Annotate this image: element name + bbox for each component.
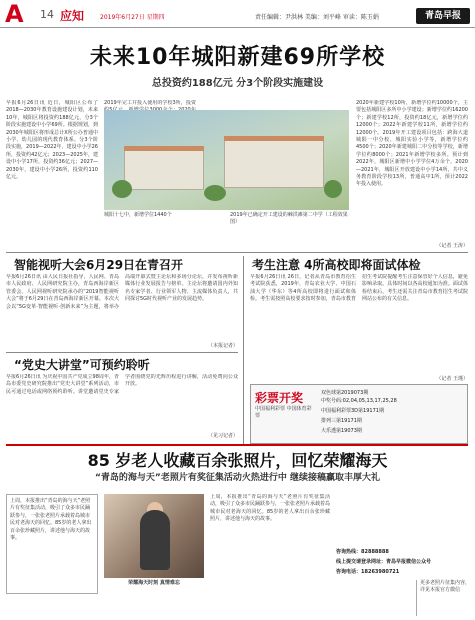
story2-headline: 智能视听大会6月29日在青召开 [14, 258, 184, 272]
story2-credit: （本报记者） [207, 343, 238, 349]
tree-shape [324, 180, 342, 198]
contact-online: 线上提交请登录网址：青岛早报微信公众号 [336, 559, 432, 565]
story3-credit: （记者 王瑾） [436, 376, 468, 382]
editor-credits: 责任编辑：尹洪林 美编：刘平峰 审读：陈玉娟 [255, 14, 379, 21]
story4-headline: “党史大讲堂”可预约聆听 [14, 358, 150, 372]
lottery-result: 排列三第19171期 [321, 418, 362, 424]
lead-credit: （记者 王涛） [436, 243, 468, 249]
story2-body: 早报6月26日讯 由人民日报社指导，人民网、青岛市人民政府、人民网研究院主办，青岛西海岸新区管委会、人民网视听研究院承办的“2019智能视听大会”将于6月29日在青岛西海岸新区开幕。本次大会以“5G变革·智能视听·创新未来”为主题，将举办高端开幕式暨主论坛和多场分论坛，并发布视听新媒体行业发展报告与榜单。主论坛将邀请国内外知名专家学者、行业领军人物、主流媒体负责人，共同探讨5G时代视听产业的发展趋势。 [6, 274, 238, 310]
issue-date: 2019年6月27日 星期四 [100, 14, 165, 21]
column-divider [243, 256, 244, 444]
elderly-man-photo [104, 494, 204, 578]
feature-body-text: 上周，本报推出“青岛的海与天”老照片有奖征集活动，吸引了众多市民踊跃参与，一张张老照片承载着岛城市民对老海天的回忆。85岁的老人拿出百余张珍藏照片，讲述他与海天的故事。 [210, 494, 330, 523]
divider [6, 252, 468, 253]
person-shape [140, 510, 170, 570]
divider [6, 444, 468, 446]
story3-headline: 考生注意 4所高校即将面试体检 [252, 258, 421, 272]
lead-subhead: 总投资约188亿元 分3个阶段实施建设 [151, 78, 324, 89]
story4-credit: （见习记者） [207, 433, 238, 439]
lead-headline: 未来10年城阳新建69所学校 [89, 45, 386, 70]
lottery-box [250, 384, 468, 444]
masthead [0, 0, 475, 28]
feature-intro: 上周，本报推出“青岛的海与天”老照片有奖征集活动，吸引了众多市民踊跃参与，一张张老照片承载着岛城市民对老海天的回忆。85岁的老人拿出百余张珍藏照片，讲述他与海天的故事。 [6, 494, 98, 594]
contact-phone: 咨询电话：18263980721 [336, 569, 400, 575]
lottery-result: 双色球第2019073期 [321, 390, 369, 396]
building-shape [124, 150, 204, 190]
tree-shape [112, 180, 132, 198]
feature-subhead: “青岛的海与天”老照片有奖征集活动火热进行中 继续接稿赢取丰厚大礼 [95, 473, 380, 483]
roof-shape [224, 136, 324, 141]
newspaper-logo: 青岛早报 [416, 8, 470, 24]
school-rendering-photo [104, 110, 349, 210]
lottery-sub: 中国福利彩票 中国体育彩票 [255, 406, 312, 419]
lottery-result: 中奖号码:02,04,05,13,17,25,28 [321, 398, 397, 404]
story3-body: 早报6月26日讯 26日，记者从青岛市教育招生考试院获悉，2019年，青岛农业大学、中国石油大学（华东）等4所高校即将进行面试和体检。考生需按照高校要求按时参加，青岛市教育招生考试院提醒考生注意保管好个人信息，避免影响录取。具体时间以各高校通知为准。面试体检结束后，考生还需关注青岛市教育招生考试院网站公布的有关信息。 [250, 274, 468, 303]
lead-column-4: 2020年新建学校10所，新增学位约10000个，主要包括城阳区多所中小学建设；新增学位约16200个；新建学校12所，投资约18亿元，新增学位约12000个；2022年新建学校11所，新增学位约12000个。2019年开工建设项目包括：跨海大道城阳一中分校、城阳实验小学等，新增学位约4500个；2020年新建城阳二中分校等学校，新增学位约8000个；2021年新增学校多所。预计到2022年，城阳区新增中小学学位4万余个。2020—2021年，城阳区开放建设中小学14所，共中义务教育阶段学校13所，普通高中1所，预计2022年投入使用。 [356, 100, 468, 188]
story4-body: 早报6月26日讯 为庆祝中国共产党成立98周年，青岛市委党史研究院推出“党史大讲堂”系列活动，市民可通过电话或网络预约聆听。讲堂邀请党史专家学者围绕党的光辉历程进行讲解，活动免费向公众开放。 [6, 374, 238, 395]
feature-photo-caption: 荣耀海天时刻 真情难忘 [128, 580, 180, 586]
lottery-result: 中国福利彩票3D第19171期 [321, 408, 384, 414]
page-letter: A [5, 0, 24, 28]
lead-column-1: 早报6月26日讯 近日，城阳区公布了2018—2030年教育设施建设计划，未来10年，城阳区将投资约188亿元，分3个阶段实施建设中小学69所。根据规划，到2030年城阳区将形成总计X所公办普通中小学、幼儿园的现代教育体系。分3个阶段实施，2019—2022年，建设中小学26所，投资约42亿元；2023—2025年，建设中小学17所，投资约36亿元；2027—2030年，建设中小学26所，投资约110亿元。 [6, 100, 98, 181]
lottery-badge: 彩票开奖 [255, 391, 304, 405]
roof-shape [124, 146, 204, 151]
lottery-result: 大乐透第19073期 [321, 428, 362, 434]
page-number: 14 [40, 8, 54, 21]
divider [6, 352, 238, 353]
building-shape [224, 140, 324, 188]
feature-body [210, 494, 330, 614]
lead-column-2: 2019年完工并投入使用的学校3所，投资 [104, 100, 196, 106]
photo-caption-2: 2019年已确定开工建设的棘洪滩第二中学（工程效果图） [230, 212, 348, 226]
contact-hotline: 咨询热线：82888888 [336, 549, 389, 555]
tree-shape [204, 185, 226, 201]
footer-note: 更多老照片征集内容，详见本报官方微信 [416, 580, 472, 616]
photo-caption-1: 城阳十七中，新增学位1440个 [104, 212, 172, 218]
feature-headline: 85 岁老人收藏百余张照片，回忆荣耀海天 [87, 451, 388, 470]
section-name: 应知 [60, 9, 85, 23]
